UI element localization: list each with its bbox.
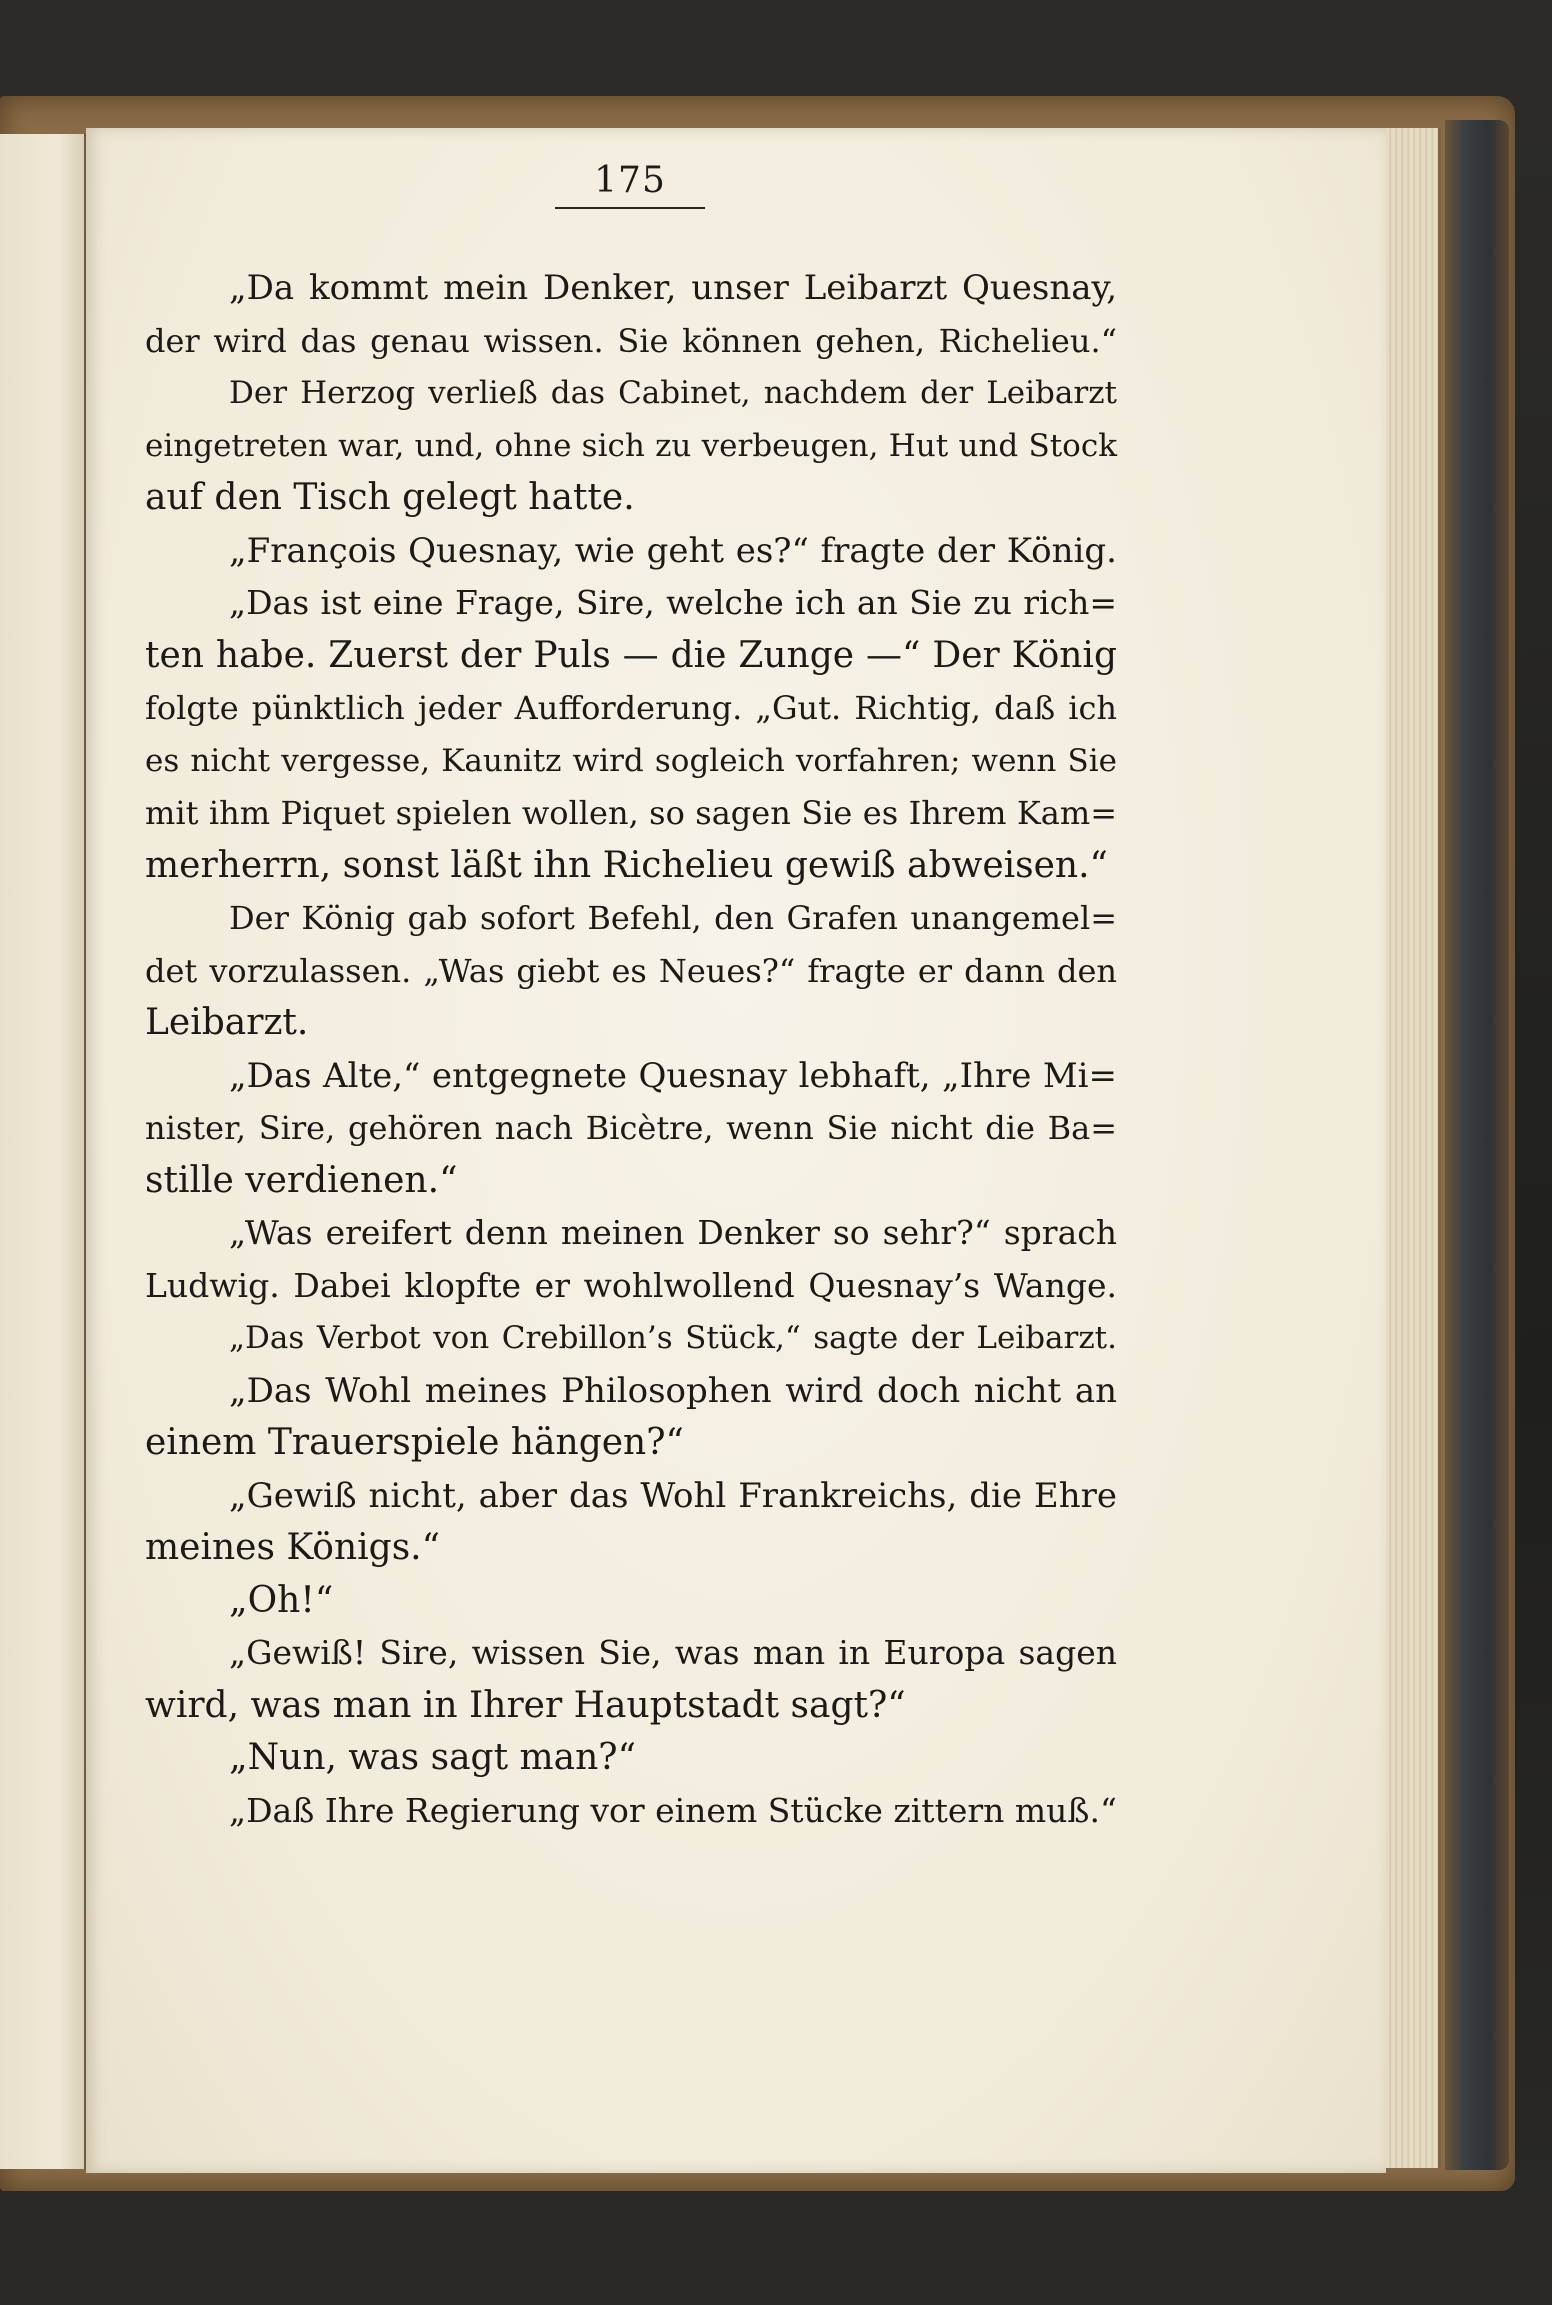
text-line: „Daß Ihre Regierung vor einem Stücke zittern muß.“ [229,1790,1117,1830]
text-line: Der Herzog verließ das Cabinet, nachdem der Leibarzt [229,375,1117,411]
text-line: der wird das genau wissen. Sie können gehen, Richelieu.“ [145,321,1117,360]
text-line: eingetreten war, und, ohne sich zu verbeugen, Hut und Stock [145,427,1117,464]
body-text [145,262,1117,1837]
text-line: „Gewiß nicht, aber das Wohl Frankreichs, die Ehre [229,1475,1117,1516]
text-line: stille verdienen.“ [145,1159,458,1201]
text-line: ten habe. Zuerst der Puls — die Zunge —“ Der König [145,634,1117,676]
text-line: einem Trauerspiele hängen?“ [145,1422,684,1463]
text-line: Leibarzt. [145,1002,309,1043]
text-line: „Gewiß! Sire, wissen Sie, was man in Europa sagen [229,1633,1117,1672]
text-line: es nicht vergesse, Kaunitz wird sogleich vorfahren; wenn Sie [145,742,1117,779]
page-header [555,160,705,209]
text-line: „Das Verbot von Crebillon’s Stück,“ sagte der Leibarzt. [229,1320,1117,1356]
text-line: folgte pünktlich jeder Aufforderung. „Gut. Richtig, daß ich [145,689,1117,727]
text-line: det vorzulassen. „Was giebt es Neues?“ fragte er dann den [145,951,1117,990]
previous-page-edge [0,134,86,2169]
page-stack-edge [1380,128,1441,2168]
text-line: wird, was man in Ihrer Hauptstadt sagt?“ [145,1684,906,1726]
text-line: „François Quesnay, wie geht es?“ fragte der König. [229,530,1117,571]
text-line: Ludwig. Dabei klopfte er wohlwollend Quesnay’s Wange. [145,1265,1117,1305]
text-line: „Das Wohl meines Philosophen wird doch nicht an [229,1370,1117,1411]
text-line: nister, Sire, gehören nach Bicètre, wenn Sie nicht die Ba= [145,1109,1117,1147]
text-line: „Da kommt mein Denker, unser Leibarzt Quesnay, [229,268,1117,308]
text-line: merherrn, sonst läßt ihn Richelieu gewiß abweisen.“ [145,844,1108,886]
text-line: „Nun, was sagt man?“ [229,1737,636,1778]
text-line: auf den Tisch gelegt hatte. [145,477,635,518]
page-number: 175 [594,160,666,201]
header-rule [555,207,705,209]
text-line: meines Königs.“ [145,1527,441,1568]
text-line: „Das Alte,“ entgegnete Quesnay lebhaft, „Ihre Mi= [229,1055,1117,1096]
text-line: „Was ereifert denn meinen Denker so sehr?“ sprach [229,1213,1117,1252]
text-line: „Oh!“ [229,1579,334,1621]
text-line: mit ihm Piquet spielen wollen, so sagen Sie es Ihrem Kam= [145,794,1117,832]
text-line: Der König gab sofort Befehl, den Grafen unangemel= [229,899,1117,937]
text-line: „Das ist eine Frage, Sire, welche ich an Sie zu rich= [229,583,1117,622]
book-cover-edge [1445,120,1509,2170]
